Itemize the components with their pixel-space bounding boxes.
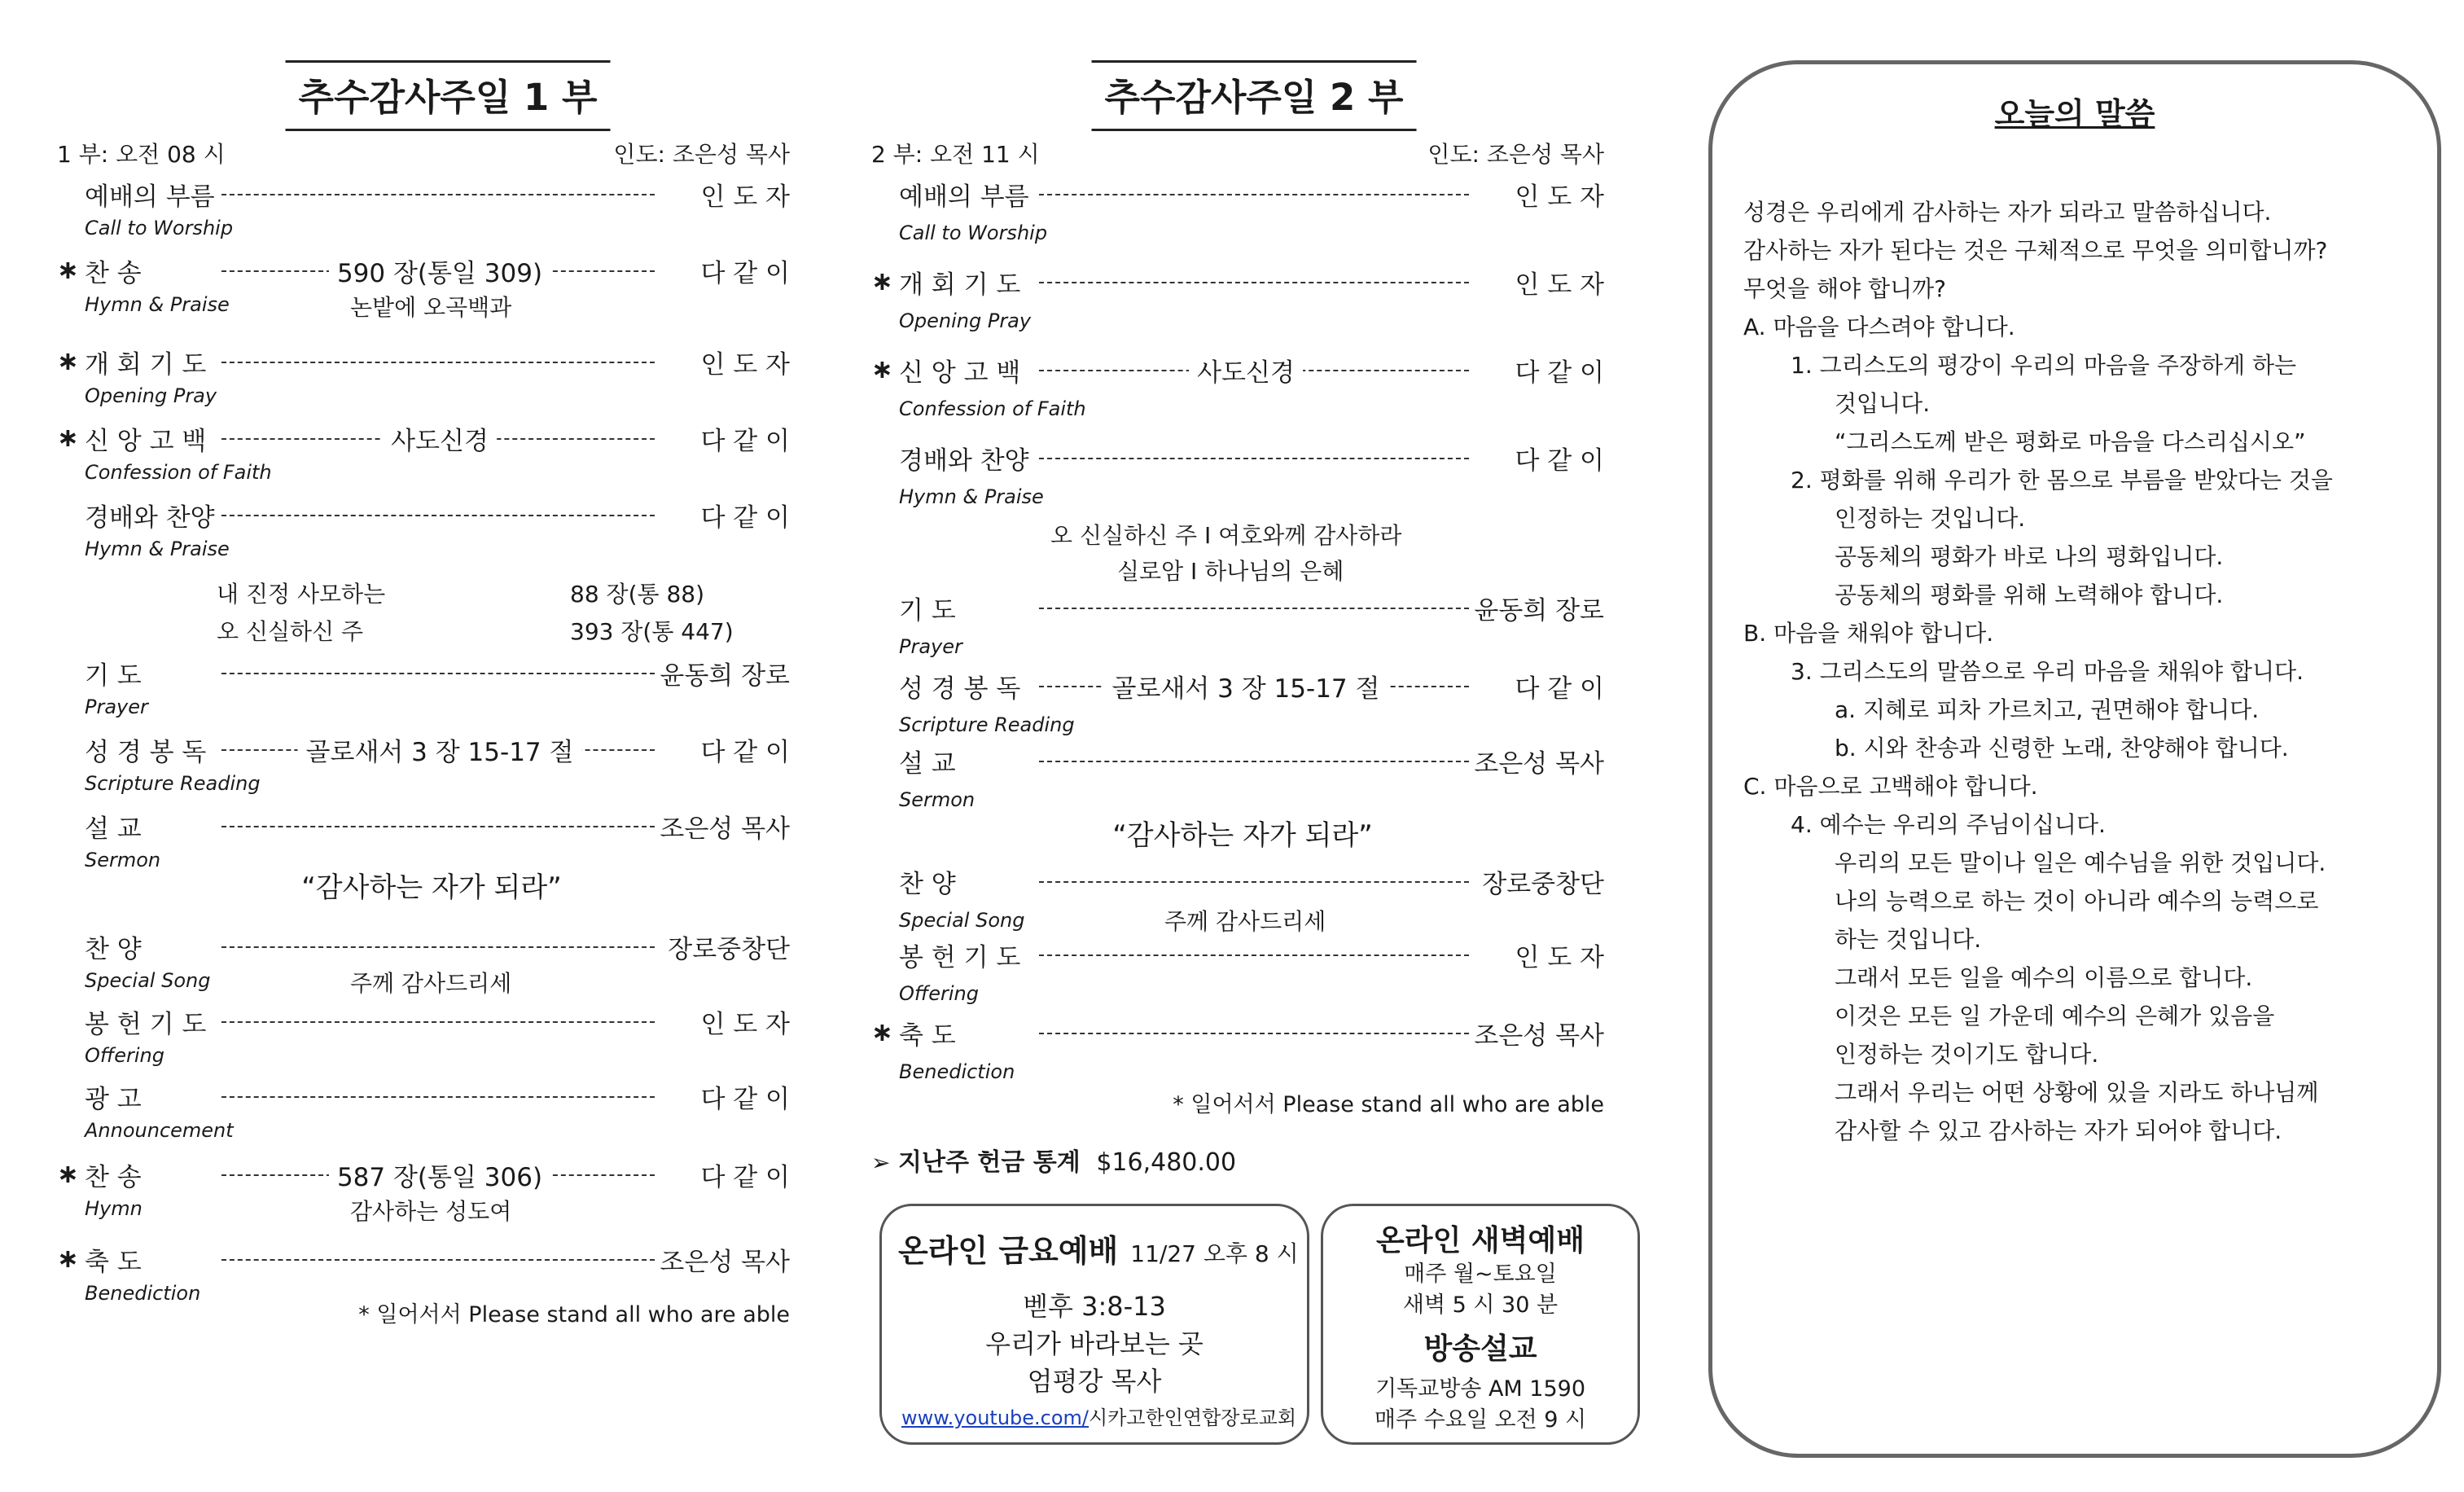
required-stand-icon: ∗ <box>57 422 79 453</box>
order-item-name: 신 앙 고 백 <box>85 427 207 456</box>
order-item-english: Hymn & Praise <box>85 293 230 316</box>
order-item-leader: 인 도 자 <box>700 182 790 212</box>
dawn-days: 매주 월~토요일 <box>1404 1262 1557 1287</box>
order-item-leader: 장로중창단 <box>668 935 790 964</box>
order-item-name: 봉 헌 기 도 <box>85 1010 207 1039</box>
order-item-english: Confession of Faith <box>85 461 272 484</box>
order-item-name: 찬 송 <box>85 1163 142 1192</box>
offering-amount: $16,480.00 <box>1096 1148 1237 1177</box>
order-item-english: Sermon <box>899 788 976 811</box>
order-item-name: 경배와 찬양 <box>899 446 1029 476</box>
order-item-leader: 조은성 목사 <box>660 1248 790 1277</box>
required-stand-icon: ∗ <box>57 1243 79 1274</box>
friday-scripture: 벧후 3:8-13 <box>1023 1291 1166 1322</box>
word-line: C. 마음으로 고백해야 합니다. <box>1743 773 2038 800</box>
word-line: 것입니다. <box>1835 390 1931 417</box>
order-item-subtitle: 감사하는 성도여 <box>350 1198 512 1225</box>
order-item-name: 축 도 <box>85 1248 142 1277</box>
friday-preacher: 엄평강 목사 <box>1027 1366 1162 1397</box>
order-item-leader: 조은성 목사 <box>1474 749 1604 779</box>
order-row <box>871 863 1604 902</box>
praise-song-number: 88 장(통 88) <box>570 581 705 608</box>
service-2-time: 2 부: 오전 11 시 <box>871 141 1040 168</box>
youtube-link[interactable]: www.youtube.com/ <box>901 1406 1090 1429</box>
order-row <box>57 731 790 770</box>
order-item-name: 광 고 <box>85 1085 142 1114</box>
service-2-leader: 인도: 조은성 목사 <box>1427 141 1604 168</box>
order-item-name: 성 경 봉 독 <box>85 738 207 767</box>
order-item-leader: 다 같 이 <box>1515 446 1604 476</box>
order-item-english: Opening Pray <box>899 309 1032 332</box>
word-line: 성경은 우리에게 감사하는 자가 되라고 말씀하십니다. <box>1743 199 2272 226</box>
order-item-leader: 다 같 이 <box>700 427 790 456</box>
dash-line <box>1039 608 1469 609</box>
order-row <box>57 176 790 215</box>
order-item-name: 개 회 기 도 <box>899 270 1021 300</box>
praise-song-title: 내 진정 사모하는 <box>217 581 386 608</box>
word-line: A. 마음을 다스려야 합니다. <box>1743 314 2015 340</box>
order-item-leader: 다 같 이 <box>1515 674 1604 704</box>
order-item-leader: 인 도 자 <box>1515 270 1604 300</box>
order-item-name: 예배의 부름 <box>85 182 215 212</box>
order-item-english: Offering <box>85 1044 164 1067</box>
order-row <box>57 808 790 847</box>
order-row <box>57 497 790 536</box>
dash-line <box>221 1021 655 1023</box>
word-line: 그래서 우리는 어떤 상황에 있을 지라도 하나님께 <box>1835 1079 2319 1106</box>
arrow-bullet-icon: ➢ <box>871 1149 891 1176</box>
order-item-english: Announcement <box>85 1119 234 1142</box>
word-line: 2. 평화를 위해 우리가 한 몸으로 부름을 받았다는 것을 <box>1791 467 2333 494</box>
order-row <box>871 1015 1604 1054</box>
order-row <box>871 590 1604 629</box>
order-item-detail: 590 장(통일 309) <box>329 252 550 289</box>
dash-line <box>1039 1033 1469 1034</box>
required-stand-icon: ∗ <box>57 1158 79 1189</box>
order-row <box>57 420 790 459</box>
order-item-leader: 다 같 이 <box>700 503 790 533</box>
order-item-leader: 윤동희 장로 <box>1474 596 1604 625</box>
order-row <box>57 1156 790 1196</box>
dash-line <box>221 1096 655 1098</box>
order-row <box>57 928 790 968</box>
dash-line <box>1039 282 1469 283</box>
order-item-name: 찬 송 <box>85 259 142 288</box>
order-item-leader: 다 같 이 <box>700 738 790 767</box>
service-1-leader: 인도: 조은성 목사 <box>613 141 790 168</box>
word-line: 3. 그리스도의 말씀으로 우리 마음을 채워야 합니다. <box>1791 658 2304 685</box>
order-item-english: Offering <box>899 982 979 1005</box>
order-item-leader: 다 같 이 <box>1515 358 1604 388</box>
order-item-english: Call to Worship <box>85 217 234 239</box>
order-item-detail: 사도신경 <box>383 420 497 457</box>
order-item-english: Hymn & Praise <box>85 538 230 560</box>
order-item-english: Special Song <box>899 909 1025 932</box>
order-item-english: Benediction <box>899 1060 1015 1083</box>
dash-line <box>1039 458 1469 459</box>
word-line: 이것은 모든 일 가운데 예수의 은혜가 있음을 <box>1835 1003 2275 1029</box>
required-stand-icon: ∗ <box>57 345 79 376</box>
required-stand-icon: ∗ <box>871 1016 893 1047</box>
order-row <box>57 1241 790 1280</box>
order-item-name: 기 도 <box>899 596 956 625</box>
dash-line <box>221 515 655 516</box>
order-item-name: 설 교 <box>899 749 956 779</box>
broadcast-title: 방송설교 <box>1423 1332 1537 1366</box>
order-row <box>871 264 1604 303</box>
word-line: 무엇을 해야 합니까? <box>1743 275 1947 302</box>
order-item-leader: 인 도 자 <box>700 1010 790 1039</box>
order-item-english: Hymn & Praise <box>899 485 1044 508</box>
order-item-leader: 장로중창단 <box>1482 870 1604 899</box>
order-item-name: 설 교 <box>85 814 142 844</box>
praise-line: 오 신실하신 주 I 여호와께 감사하라 <box>1050 522 1402 549</box>
word-line: 인정하는 것입니다. <box>1835 505 2026 532</box>
required-stand-icon: ∗ <box>871 265 893 296</box>
stand-note: * 일어서서 Please stand all who are able <box>1173 1092 1604 1117</box>
order-item-name: 봉 헌 기 도 <box>899 943 1021 972</box>
dash-line <box>1039 194 1469 195</box>
order-item-english: Prayer <box>899 635 962 658</box>
order-item-detail: 골로새서 3 장 15-17 절 <box>298 731 582 768</box>
order-item-english: Confession of Faith <box>899 397 1086 420</box>
order-item-english: Benediction <box>85 1282 201 1305</box>
word-line: 하는 것입니다. <box>1835 926 1982 953</box>
order-row <box>57 344 790 383</box>
dash-line <box>1039 881 1469 883</box>
online-friday-box <box>879 1204 1309 1445</box>
dash-line <box>221 946 655 948</box>
order-item-detail: 골로새서 3 장 15-17 절 <box>1104 668 1388 704</box>
order-item-subtitle: 논밭에 오곡백과 <box>350 294 512 321</box>
sermon-title: “감사하는 자가 되라” <box>1112 819 1373 852</box>
order-row <box>871 743 1604 782</box>
word-line: 우리의 모든 말이나 일은 예수님을 위한 것입니다. <box>1835 849 2326 876</box>
broadcast-station: 기독교방송 AM 1590 <box>1374 1376 1586 1402</box>
dawn-time: 새벽 5 시 30 분 <box>1402 1292 1559 1318</box>
order-item-english: Opening Pray <box>85 384 217 407</box>
order-item-subtitle: 주께 감사드리세 <box>350 970 512 997</box>
order-item-leader: 인 도 자 <box>700 350 790 380</box>
order-row <box>871 352 1604 391</box>
word-line: 나의 능력으로 하는 것이 아니라 예수의 능력으로 <box>1835 888 2319 915</box>
order-item-english: Scripture Reading <box>85 772 261 795</box>
word-line: 4. 예수는 우리의 주님이십니다. <box>1791 811 2106 838</box>
service-1-time: 1 부: 오전 08 시 <box>57 141 226 168</box>
youtube-channel: 시카고한인연합장로교회 <box>1089 1406 1297 1429</box>
order-item-leader: 다 같 이 <box>700 1085 790 1114</box>
word-line: B. 마음을 채워야 합니다. <box>1743 620 1994 647</box>
service-2-title: 추수감사주일 2 부 <box>1092 60 1417 131</box>
order-item-english: Call to Worship <box>899 222 1048 244</box>
order-item-english: Scripture Reading <box>899 713 1075 736</box>
offering-label: 지난주 헌금 통계 <box>898 1148 1081 1177</box>
word-line: 1. 그리스도의 평강이 우리의 마음을 주장하게 하는 <box>1791 352 2297 379</box>
order-row <box>57 655 790 694</box>
dash-line <box>1039 954 1469 956</box>
dawn-title: 온라인 새벽예배 <box>1376 1224 1585 1257</box>
todays-word-title: 오늘의 말씀 <box>1994 96 2155 132</box>
word-line: 공동체의 평화가 바로 나의 평화입니다. <box>1835 543 2224 570</box>
service-1-title: 추수감사주일 1 부 <box>286 60 611 131</box>
stand-note: * 일어서서 Please stand all who are able <box>358 1302 790 1327</box>
sermon-title: “감사하는 자가 되라” <box>301 871 562 904</box>
order-item-leader: 인 도 자 <box>1515 182 1604 212</box>
order-item-detail: 587 장(통일 306) <box>329 1156 550 1193</box>
order-item-english: Special Song <box>85 969 211 992</box>
friday-title: 온라인 금요예배 <box>898 1233 1119 1269</box>
offering-stats <box>871 1142 1236 1178</box>
broadcast-time: 매주 수요일 오전 9 시 <box>1374 1407 1587 1433</box>
order-row <box>57 1003 790 1042</box>
order-row <box>871 668 1604 707</box>
order-item-leader: 다 같 이 <box>700 1163 790 1192</box>
todays-word-panel <box>1708 60 2441 1458</box>
word-line: 인정하는 것이기도 합니다. <box>1835 1041 2099 1068</box>
order-row <box>871 937 1604 976</box>
word-line: 공동체의 평화를 위해 노력해야 합니다. <box>1835 581 2224 608</box>
word-line: “그리스도께 받은 평화로 마음을 다스리십시오” <box>1835 428 2306 455</box>
order-item-name: 경배와 찬양 <box>85 503 215 533</box>
required-stand-icon: ∗ <box>871 353 893 384</box>
order-item-english: Sermon <box>85 849 161 871</box>
order-item-leader: 윤동희 장로 <box>660 661 790 691</box>
order-row <box>871 176 1604 215</box>
order-item-leader: 조은성 목사 <box>660 814 790 844</box>
word-line: b. 시와 찬송과 신령한 노래, 찬양해야 합니다. <box>1835 735 2289 761</box>
order-item-leader: 조은성 목사 <box>1474 1021 1604 1051</box>
friday-date: 11/27 오후 8 시 <box>1130 1240 1299 1267</box>
order-item-detail: 사도신경 <box>1189 352 1303 388</box>
friday-sermon-title: 우리가 바라보는 곳 <box>985 1328 1204 1359</box>
required-stand-icon: ∗ <box>57 254 79 285</box>
order-item-name: 찬 양 <box>899 870 956 899</box>
praise-song-title: 오 신실하신 주 <box>217 618 364 645</box>
word-line: 감사하는 자가 된다는 것은 구체적으로 무엇을 의미합니까? <box>1743 237 2328 264</box>
word-line: 그래서 모든 일을 예수의 이름으로 합니다. <box>1835 964 2253 991</box>
order-item-leader: 다 같 이 <box>700 259 790 288</box>
order-item-subtitle: 주께 감사드리세 <box>1164 908 1326 935</box>
word-line: a. 지혜로 피차 가르치고, 권면해야 합니다. <box>1835 696 2260 723</box>
order-row <box>57 1078 790 1117</box>
order-item-name: 축 도 <box>899 1021 956 1051</box>
online-dawn-box <box>1321 1204 1640 1445</box>
order-item-name: 성 경 봉 독 <box>899 674 1021 704</box>
order-item-leader: 인 도 자 <box>1515 943 1604 972</box>
order-item-name: 개 회 기 도 <box>85 350 207 380</box>
dash-line <box>221 826 655 827</box>
dash-line <box>221 1259 655 1261</box>
praise-song-number: 393 장(통 447) <box>570 618 734 645</box>
order-item-name: 예배의 부름 <box>899 182 1029 212</box>
order-item-english: Prayer <box>85 696 148 718</box>
word-line: 감사할 수 있고 감사하는 자가 되어야 합니다. <box>1835 1117 2282 1144</box>
order-item-name: 신 앙 고 백 <box>899 358 1021 388</box>
order-row <box>57 252 790 292</box>
order-item-english: Hymn <box>85 1197 142 1220</box>
praise-line: 실로암 I 하나님의 은혜 <box>1117 558 1344 585</box>
order-item-name: 찬 양 <box>85 935 142 964</box>
dash-line <box>1039 761 1469 762</box>
order-row <box>871 440 1604 479</box>
order-item-name: 기 도 <box>85 661 142 691</box>
dash-line <box>221 673 655 674</box>
dash-line <box>221 362 655 363</box>
dash-line <box>221 194 655 195</box>
